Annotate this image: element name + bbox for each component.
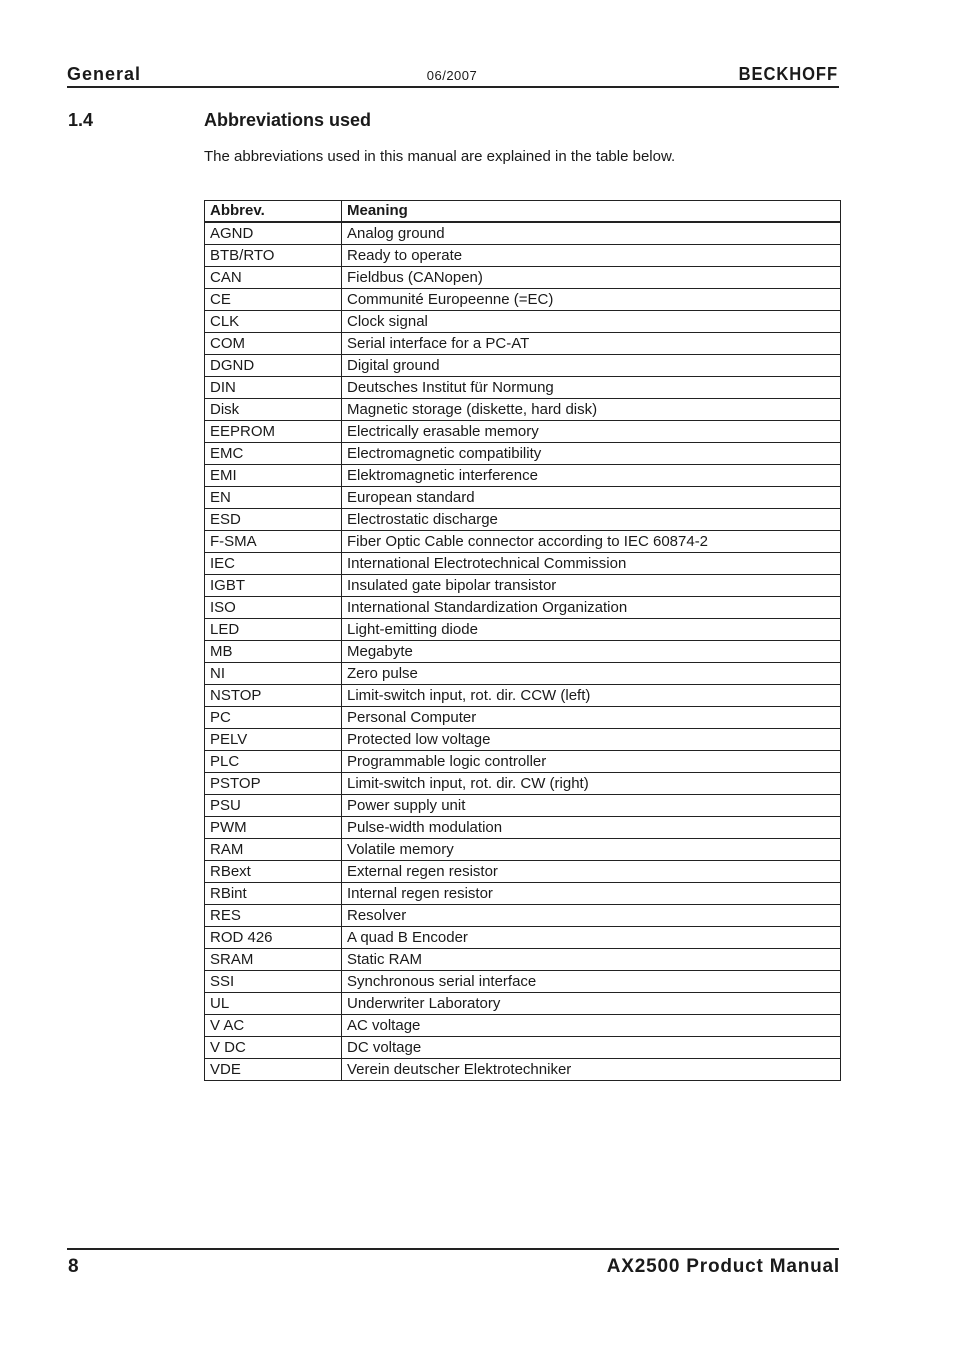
table-row <box>205 685 841 707</box>
table-row <box>205 993 841 1015</box>
meaning-cell: Limit-switch input, rot. dir. CW (right) <box>342 773 841 795</box>
meaning-cell: Resolver <box>342 905 841 927</box>
meaning-cell: Fieldbus (CANopen) <box>342 267 841 289</box>
meaning-cell: Insulated gate bipolar transistor <box>342 575 841 597</box>
meaning-cell: European standard <box>342 487 841 509</box>
meaning-cell: Elektromagnetic interference <box>342 465 841 487</box>
meaning-cell: A quad B Encoder <box>342 927 841 949</box>
abbreviation-cell: IGBT <box>205 575 342 597</box>
abbreviation-cell: PWM <box>205 817 342 839</box>
abbreviation-cell: UL <box>205 993 342 1015</box>
abbreviation-cell: CLK <box>205 311 342 333</box>
abbreviation-cell: V DC <box>205 1037 342 1059</box>
table-row <box>205 421 841 443</box>
meaning-cell: Communité Europeenne (=EC) <box>342 289 841 311</box>
table-row <box>205 949 841 971</box>
table-row <box>205 839 841 861</box>
abbreviation-cell: RBext <box>205 861 342 883</box>
table-header-row <box>205 201 841 223</box>
intro-paragraph: The abbreviations used in this manual are explained in the table below. <box>204 148 676 165</box>
abbreviation-cell: EMI <box>205 465 342 487</box>
meaning-cell: Electrically erasable memory <box>342 421 841 443</box>
table-row <box>205 861 841 883</box>
abbreviation-cell: MB <box>205 641 342 663</box>
table-row <box>205 222 841 245</box>
table-row <box>205 1015 841 1037</box>
abbreviation-cell: CAN <box>205 267 342 289</box>
meaning-cell: Zero pulse <box>342 663 841 685</box>
column-header-meaning: Meaning <box>342 201 841 223</box>
abbreviation-cell: RBint <box>205 883 342 905</box>
abbreviation-cell: PSTOP <box>205 773 342 795</box>
abbreviation-cell: IEC <box>205 553 342 575</box>
meaning-cell: Clock signal <box>342 311 841 333</box>
abbreviation-cell: PELV <box>205 729 342 751</box>
meaning-cell: Volatile memory <box>342 839 841 861</box>
meaning-cell: Protected low voltage <box>342 729 841 751</box>
table-row <box>205 927 841 949</box>
abbreviation-cell: ESD <box>205 509 342 531</box>
meaning-cell: Digital ground <box>342 355 841 377</box>
table-row <box>205 773 841 795</box>
abbreviation-cell: ISO <box>205 597 342 619</box>
table-row <box>205 795 841 817</box>
meaning-cell: Electrostatic discharge <box>342 509 841 531</box>
footer-divider <box>67 1248 839 1250</box>
abbreviation-cell: RES <box>205 905 342 927</box>
table-row <box>205 817 841 839</box>
header-divider <box>67 86 839 88</box>
table-row <box>205 663 841 685</box>
meaning-cell: DC voltage <box>342 1037 841 1059</box>
page-number: 8 <box>68 1256 79 1277</box>
abbreviation-cell: AGND <box>205 222 342 245</box>
table-body <box>205 222 841 1081</box>
meaning-cell: Programmable logic controller <box>342 751 841 773</box>
meaning-cell: Fiber Optic Cable connector according to IEC 60874-2 <box>342 531 841 553</box>
abbreviation-cell: CE <box>205 289 342 311</box>
table-row <box>205 245 841 267</box>
header-date: 06/2007 <box>426 68 478 83</box>
table-row <box>205 883 841 905</box>
table-row <box>205 619 841 641</box>
abbreviation-cell: NSTOP <box>205 685 342 707</box>
abbreviation-cell: PLC <box>205 751 342 773</box>
meaning-cell: Deutsches Institut für Normung <box>342 377 841 399</box>
table-row <box>205 311 841 333</box>
table-row <box>205 333 841 355</box>
table-row <box>205 1037 841 1059</box>
meaning-cell: Electromagnetic compatibility <box>342 443 841 465</box>
abbreviation-cell: F-SMA <box>205 531 342 553</box>
meaning-cell: Static RAM <box>342 949 841 971</box>
meaning-cell: Power supply unit <box>342 795 841 817</box>
abbreviation-cell: DGND <box>205 355 342 377</box>
abbreviation-cell: NI <box>205 663 342 685</box>
meaning-cell: International Electrotechnical Commission <box>342 553 841 575</box>
table-row <box>205 905 841 927</box>
table-row <box>205 509 841 531</box>
meaning-cell: Internal regen resistor <box>342 883 841 905</box>
table-row <box>205 707 841 729</box>
abbreviation-cell: EN <box>205 487 342 509</box>
table-row <box>205 289 841 311</box>
column-header-abbrev: Abbrev. <box>205 201 342 223</box>
abbreviation-cell: SSI <box>205 971 342 993</box>
abbreviation-cell: VDE <box>205 1059 342 1081</box>
meaning-cell: Underwriter Laboratory <box>342 993 841 1015</box>
abbreviation-cell: BTB/RTO <box>205 245 342 267</box>
brand-logo: BECKHOFF <box>738 64 838 84</box>
meaning-cell: Verein deutscher Elektrotechniker <box>342 1059 841 1081</box>
table-row <box>205 751 841 773</box>
meaning-cell: Magnetic storage (diskette, hard disk) <box>342 399 841 421</box>
table-row <box>205 641 841 663</box>
table-row <box>205 355 841 377</box>
meaning-cell: Pulse-width modulation <box>342 817 841 839</box>
table-row <box>205 487 841 509</box>
meaning-cell: Personal Computer <box>342 707 841 729</box>
abbreviations-table <box>204 200 841 1081</box>
table-row <box>205 729 841 751</box>
abbreviation-cell: DIN <box>205 377 342 399</box>
meaning-cell: Megabyte <box>342 641 841 663</box>
table-row <box>205 553 841 575</box>
table-row <box>205 597 841 619</box>
meaning-cell: Ready to operate <box>342 245 841 267</box>
table-row <box>205 575 841 597</box>
table-row <box>205 531 841 553</box>
table-row <box>205 443 841 465</box>
abbreviation-cell: PSU <box>205 795 342 817</box>
meaning-cell: Serial interface for a PC-AT <box>342 333 841 355</box>
table-row <box>205 971 841 993</box>
table-row <box>205 377 841 399</box>
meaning-cell: International Standardization Organization <box>342 597 841 619</box>
section-title: Abbreviations used <box>204 110 372 130</box>
table-row <box>205 1059 841 1081</box>
manual-title: AX2500 Product Manual <box>606 1256 840 1277</box>
abbreviation-cell: SRAM <box>205 949 342 971</box>
abbreviation-cell: COM <box>205 333 342 355</box>
table-row <box>205 267 841 289</box>
table-row <box>205 465 841 487</box>
section-number: 1.4 <box>68 110 94 130</box>
meaning-cell: Limit-switch input, rot. dir. CCW (left) <box>342 685 841 707</box>
abbreviation-cell: EEPROM <box>205 421 342 443</box>
meaning-cell: AC voltage <box>342 1015 841 1037</box>
abbreviation-cell: PC <box>205 707 342 729</box>
abbreviation-cell: Disk <box>205 399 342 421</box>
meaning-cell: Analog ground <box>342 222 841 245</box>
table-row <box>205 399 841 421</box>
abbreviation-cell: V AC <box>205 1015 342 1037</box>
abbreviation-cell: RAM <box>205 839 342 861</box>
meaning-cell: External regen resistor <box>342 861 841 883</box>
header-section-label: General <box>67 64 142 84</box>
abbreviation-cell: LED <box>205 619 342 641</box>
abbreviation-cell: ROD 426 <box>205 927 342 949</box>
abbreviation-cell: EMC <box>205 443 342 465</box>
meaning-cell: Light-emitting diode <box>342 619 841 641</box>
meaning-cell: Synchronous serial interface <box>342 971 841 993</box>
